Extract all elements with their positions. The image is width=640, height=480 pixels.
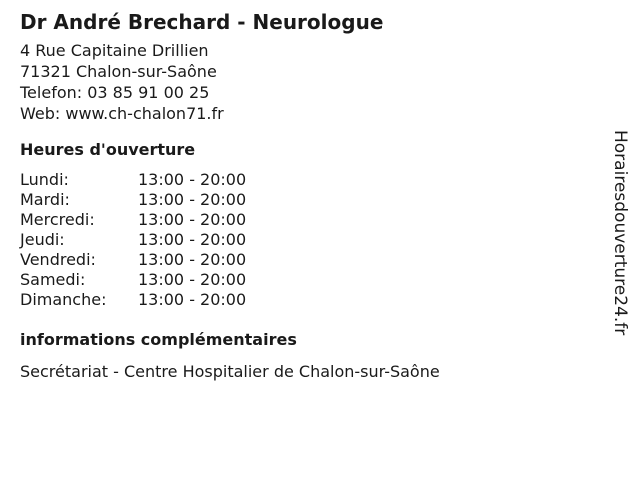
- hours-row-wednesday: [20, 210, 600, 230]
- hours-time: 13:00 - 20:00: [138, 170, 247, 189]
- hours-heading: Heures d'ouverture: [20, 140, 196, 159]
- hours-day: Mercredi:: [20, 210, 95, 229]
- phone-number: Telefon: 03 85 91 00 25: [20, 83, 210, 102]
- city-address: 71321 Chalon-sur-Saône: [20, 62, 217, 81]
- hours-time: 13:00 - 20:00: [138, 270, 247, 289]
- hours-day: Lundi:: [20, 170, 69, 189]
- street-address: 4 Rue Capitaine Drillien: [20, 41, 209, 60]
- hours-time: 13:00 - 20:00: [138, 190, 247, 209]
- hours-day: Vendredi:: [20, 250, 96, 269]
- hours-day: Samedi:: [20, 270, 86, 289]
- hours-row-thursday: [20, 230, 600, 250]
- site-watermark: Horairesdouverture24.fr: [610, 130, 630, 336]
- hours-time: 13:00 - 20:00: [138, 290, 247, 309]
- info-text: Secrétariat - Centre Hospitalier de Chalon-sur-Saône: [20, 362, 440, 381]
- hours-day: Dimanche:: [20, 290, 107, 309]
- hours-row-friday: [20, 250, 600, 270]
- hours-time: 13:00 - 20:00: [138, 210, 247, 229]
- hours-row-monday: [20, 170, 600, 190]
- page-title: Dr André Brechard - Neurologue: [20, 10, 384, 34]
- hours-row-saturday: [20, 270, 600, 290]
- hours-day: Mardi:: [20, 190, 70, 209]
- hours-time: 13:00 - 20:00: [138, 250, 247, 269]
- hours-time: 13:00 - 20:00: [138, 230, 247, 249]
- address-block: [20, 40, 600, 124]
- hours-row-sunday: [20, 290, 600, 310]
- listing-card: [20, 8, 600, 382]
- hours-row-tuesday: [20, 190, 600, 210]
- website-link[interactable]: Web: www.ch-chalon71.fr: [20, 104, 224, 123]
- info-heading: informations complémentaires: [20, 330, 297, 349]
- hours-table: [20, 170, 600, 310]
- hours-day: Jeudi:: [20, 230, 65, 249]
